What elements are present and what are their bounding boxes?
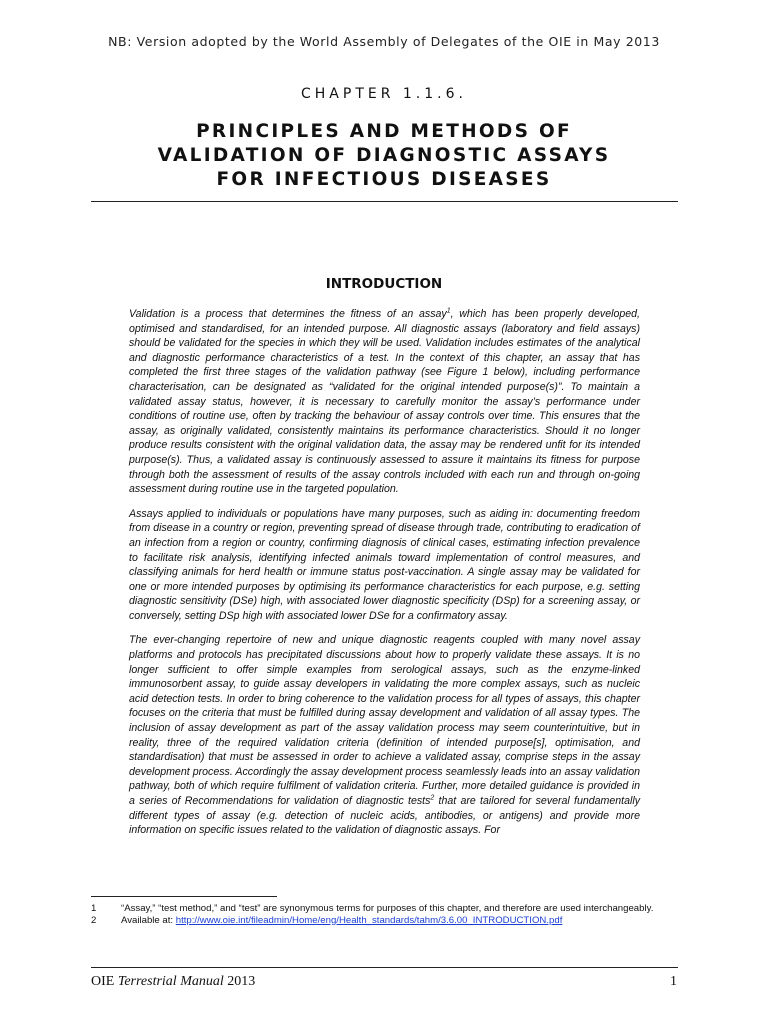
footnote-ref-1: 1 — [446, 307, 451, 315]
footer-org: OIE — [91, 974, 118, 989]
chapter-title-line-1: PRINCIPLES AND METHODS OF — [196, 121, 572, 142]
footnote-text: “Assay,” “test method,” and “test” are synonymous terms for purposes of this chapter, and therefore are used interchangeably. — [121, 903, 654, 914]
footnote-divider — [91, 896, 277, 897]
footnote-number: 1 — [91, 903, 97, 914]
footnote-link[interactable]: http://www.oie.int/fileadmin/Home/eng/Health_standards/tahm/3.6.00_INTRODUCTION.pdf — [175, 914, 563, 926]
title-divider — [91, 201, 678, 202]
section-heading: INTRODUCTION — [325, 276, 443, 292]
footnote-prefix: Available at: — [121, 914, 176, 926]
version-note: NB: Version adopted by the World Assembly of Delegates of the OIE in May 2013 — [108, 34, 660, 49]
footnote-2 — [91, 915, 677, 927]
footnote-number: 2 — [91, 914, 97, 926]
chapter-title-line-3: FOR INFECTIOUS DISEASES — [216, 169, 552, 190]
footnotes — [91, 903, 677, 926]
footer-manual: Terrestrial Manual — [117, 974, 224, 989]
page-number: 1 — [670, 974, 677, 989]
paragraph-3-text-b: that are tailored for several fundamentally different types of assay (e.g. detection of nucleic acids, antibodies, or antigens) and provide more information on specific issues related to the validation of diagnostic assays. For — [129, 795, 640, 837]
paragraph-1-text-b: , which has been properly developed, optimised and standardised, for an intended purpose. All diagnostic assays (laboratory and field assays) should be validated for the species in which they will be used. Validation includes estimates of the analytical and diagnostic performance characteristics of a test. In the context of this chapter, an assay that has completed the first three stages of the validation pathway (see Figure 1 below), including performance characterisation, can be designated as “validated for the original intended purpose(s)”. To maintain a validated assay status, however, it is necessary to carefully monitor the assay’s performance under conditions of routine use, often by tracking the behaviour of assay controls over time. This ensures that the assay, as originally validated, consistently maintains its performance characteristics. Should it no longer produce results consistent with the original validation data, the assay may be rendered unfit for its intended purpose(s). Thus, a validated assay is continuously assessed to assure it maintains its fitness for purpose through both the assessment of results of the assay controls included with each run and through on-going assessment during routine use in the targeted population. — [129, 308, 640, 496]
chapter-title-line-2: VALIDATION OF DIAGNOSTIC ASSAYS — [157, 145, 611, 166]
footnote-1 — [91, 903, 677, 915]
footer-title — [91, 974, 255, 990]
footer-divider — [91, 967, 678, 968]
paragraph-3-text-a: The ever-changing repertoire of new and unique diagnostic reagents coupled with many novel assay platforms and protocols has precipitated discussions about how to properly validate these assays. It is no longer sufficient to offer simple examples from serological assays, such as the enzyme-linked immunosorbent assay, to guide assay developers in validating the more complex assays, such as nucleic acid detection tests. In order to bring coherence to the validation process for all types of assays, this chapter focuses on the criteria that must be fulfilled during assay development and validation of all assay types. The inclusion of assay development as part of the assay validation process may seem counterintuitive, but in reality, three of the required validation criteria (definition of intended purpose[s], optimisation, and standardisation) that must be assessed in order to achieve a validated assay, comprise steps in the assay development process. Accordingly the assay development process seamlessly leads into an assay validation pathway, both of which require fulfilment of validation criteria. Further, more detailed guidance is provided in a series of Recommendations for validation of diagnostic tests — [129, 634, 640, 807]
paragraph-2: Assays applied to individuals or populations have many purposes, such as aiding in: documenting freedom from disease in a country or region, preventing spread of disease through trade, contributing to eradication of an infection from a region or country, confirming diagnosis of clinical cases, estimating infection prevalence to facilitate risk analysis, identifying infected animals toward implementation of control measures, and classifying animals for herd health or immune status post-vaccination. A single assay may be validated for one or more intended purposes by optimising its performance characteristics for each purpose, e.g. setting diagnostic sensitivity (DSe) high, with associated lower diagnostic specificity (DSp) for a screening assay, or conversely, setting DSp high with associated lower DSe for a confirmatory assay. — [129, 507, 640, 622]
paragraph-3 — [129, 633, 640, 837]
footnote-text — [121, 915, 677, 927]
paragraph-1-text-a: Validation is a process that determines the fitness of an assay — [129, 308, 447, 320]
chapter-title — [0, 120, 768, 192]
paragraph-1 — [129, 307, 640, 497]
body-text — [129, 307, 640, 848]
footer-year: 2013 — [223, 974, 256, 989]
footnote-ref-2: 2 — [430, 794, 435, 802]
chapter-number: CHAPTER 1.1.6. — [301, 86, 467, 102]
